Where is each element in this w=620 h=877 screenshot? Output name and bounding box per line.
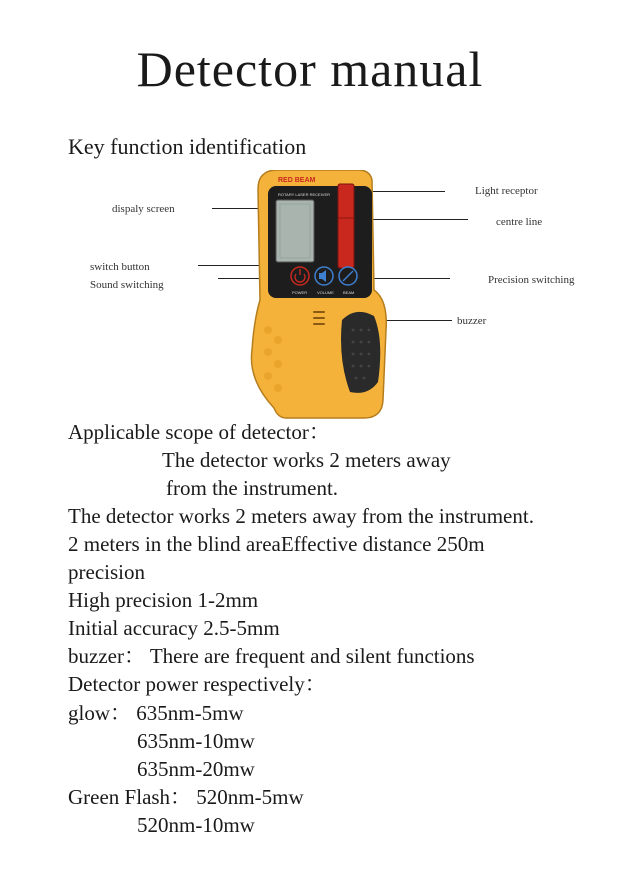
green-flash-line-2: 520nm-10mw xyxy=(137,813,255,837)
power-label: POWER xyxy=(292,290,308,295)
buzzer-line: buzzer： There are frequent and silent functions xyxy=(68,644,475,668)
beam-label: BEAM xyxy=(343,290,355,295)
scope-line-2: from the instrument. xyxy=(166,476,339,500)
rubber-grip xyxy=(341,312,380,393)
blind-area-line: 2 meters in the blind areaEffective distance 250m xyxy=(68,532,485,556)
callout-buzzer: buzzer xyxy=(457,315,487,327)
initial-accuracy-line: Initial accuracy 2.5-5mm xyxy=(68,616,280,640)
light-receptor xyxy=(338,184,354,268)
high-precision-line: High precision 1-2mm xyxy=(68,588,259,612)
power-heading: Detector power respectively： xyxy=(68,672,326,696)
detector-device-illustration xyxy=(238,170,388,420)
glow-line-3: 635nm-20mw xyxy=(137,757,255,781)
scope-line-3: The detector works 2 meters away from the instrument. xyxy=(68,504,534,528)
callout-sound-switching: Sound switching xyxy=(90,279,164,291)
callout-precision-switching: Precision switching xyxy=(488,274,575,286)
scope-line-1: The detector works 2 meters away xyxy=(162,448,451,472)
green-flash-line-1: Green Flash： 520nm-5mw xyxy=(68,785,304,809)
callout-display-screen: dispaly screen xyxy=(112,203,175,215)
device-brand: RED BEAM xyxy=(278,177,316,184)
callout-light-receptor: Light receptor xyxy=(475,185,538,197)
display-screen xyxy=(276,200,314,262)
section-heading: Key function identification xyxy=(68,134,307,159)
precision-heading: precision xyxy=(68,560,145,584)
glow-line-2: 635nm-10mw xyxy=(137,729,255,753)
scope-heading: Applicable scope of detector： xyxy=(68,420,330,444)
callout-centre-line: centre line xyxy=(496,216,543,228)
callout-switch-button: switch button xyxy=(90,261,150,273)
glow-line-1: glow： 635nm-5mw xyxy=(68,701,244,725)
page-title: Detector manual xyxy=(136,41,484,97)
device-model: ROTARY LASER RECEIVER xyxy=(278,192,331,197)
volume-label: VOLUME xyxy=(317,290,334,295)
